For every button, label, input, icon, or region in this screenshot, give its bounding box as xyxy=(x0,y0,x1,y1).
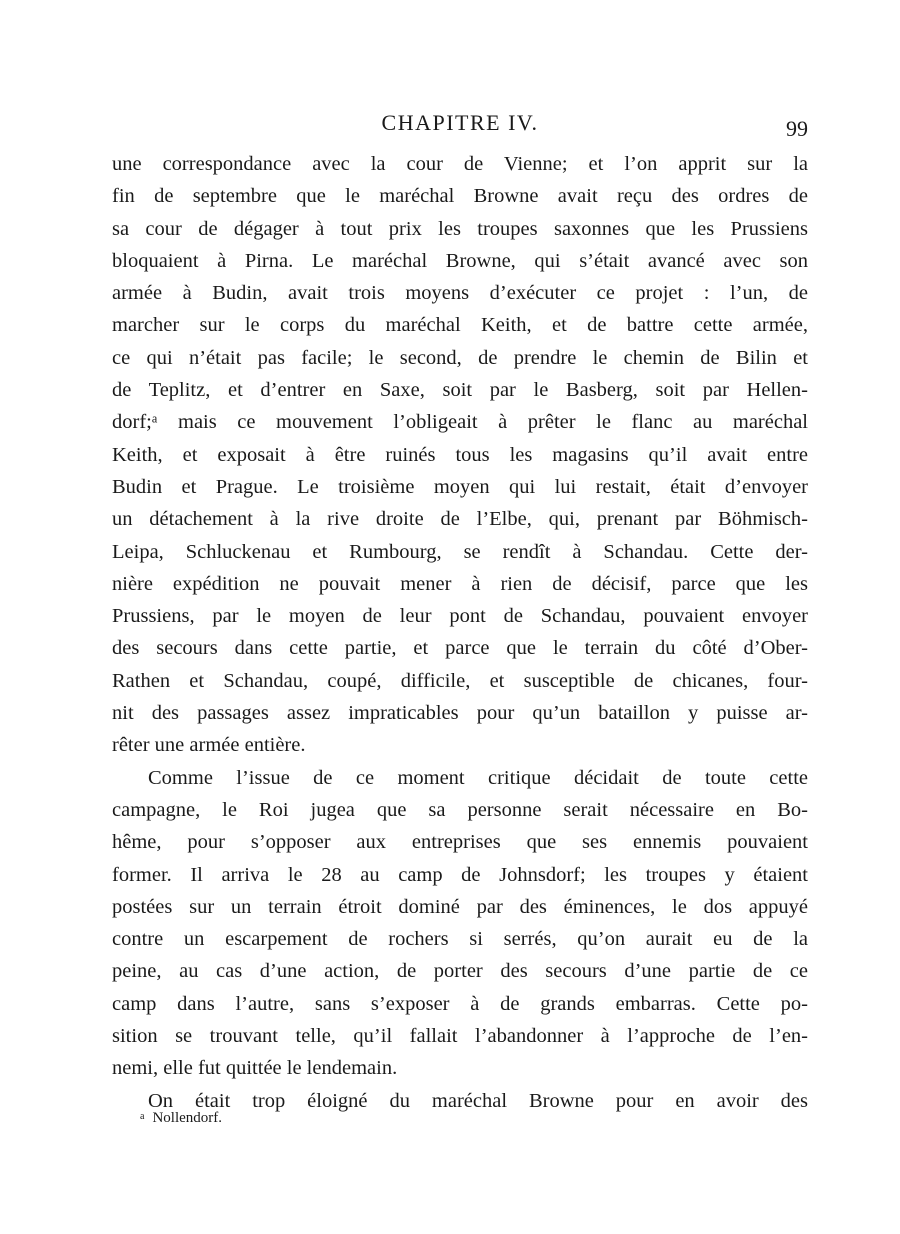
text-line: fin de septembre que le maréchal Browne avait reçu des ordres de xyxy=(112,185,808,208)
text-line: camp dans l’autre, sans s’exposer à de grands embarras. Cette po- xyxy=(112,992,808,1015)
chapter-title: CHAPITRE IV. xyxy=(381,110,539,135)
text-line: Rathen et Schandau, coupé, difficile, et susceptible de chicanes, four- xyxy=(112,669,808,692)
text-line: hême, pour s’opposer aux entreprises que ses ennemis pouvaient xyxy=(112,831,808,854)
text-line: Leipa, Schluckenau et Rumbourg, se rendît à Schandau. Cette der- xyxy=(112,540,808,563)
text-line: des secours dans cette partie, et parce que le terrain du côté d’Ober- xyxy=(112,637,808,660)
text-line: sa cour de dégager à tout prix les troupes saxonnes que les Prussiens xyxy=(112,217,808,240)
text-line: une correspondance avec la cour de Vienne; et l’on apprit sur la xyxy=(112,153,808,175)
body-text xyxy=(112,148,808,1117)
text-line: former. Il arriva le 28 au camp de Johnsdorf; les troupes y étaient xyxy=(112,863,808,886)
text-line: dorf;ᵃ mais ce mouvement l’obligeait à prêter le flanc au maréchal xyxy=(112,411,808,434)
text-line: Budin et Prague. Le troisième moyen qui lui restait, était d’envoyer xyxy=(112,475,808,498)
page-number: 99 xyxy=(786,116,808,141)
text-line: de Teplitz, et d’entrer en Saxe, soit par le Basberg, soit par Hellen- xyxy=(112,379,808,402)
text-line: armée à Budin, avait trois moyens d’exécuter ce projet : l’un, de xyxy=(112,282,808,305)
footnote-text: Nollendorf. xyxy=(152,1110,223,1126)
text-line: sition se trouvant telle, qu’il fallait l’abandonner à l’approche de l’en- xyxy=(112,1025,808,1048)
text-line: rêter une armée entière. xyxy=(112,734,306,757)
text-line: nit des passages assez impraticables pour qu’un bataillon y puisse ar- xyxy=(112,702,808,725)
text-line: nière expédition ne pouvait mener à rien de décisif, parce que les xyxy=(112,572,808,595)
text-line: ce qui n’était pas facile; le second, de prendre le chemin de Bilin et xyxy=(112,346,808,369)
text-line: campagne, le Roi jugea que sa personne serait nécessaire en Bo- xyxy=(112,798,808,821)
text-line: Comme l’issue de ce moment critique décidait de toute cette xyxy=(148,766,808,789)
text-line: Prussiens, par le moyen de leur pont de Schandau, pouvaient envoyer xyxy=(112,605,808,628)
text-line: peine, au cas d’une action, de porter des secours d’une partie de ce xyxy=(112,960,808,983)
text-line: On était trop éloigné du maréchal Browne pour en avoir des xyxy=(148,1089,808,1112)
text-line: nemi, elle fut quittée le lendemain. xyxy=(112,1057,398,1080)
text-line: marcher sur le corps du maréchal Keith, et de battre cette armée, xyxy=(112,314,808,337)
text-line: Keith, et exposait à être ruinés tous les magasins qu’il avait entre xyxy=(112,443,808,466)
text-line: postées sur un terrain étroit dominé par des éminences, le dos appuyé xyxy=(112,895,808,918)
text-line: contre un escarpement de rochers si serrés, qu’on aurait eu de la xyxy=(112,928,808,951)
text-line: un détachement à la rive droite de l’Elbe, qui, prenant par Böhmisch- xyxy=(112,508,808,531)
running-head xyxy=(112,108,808,141)
text-line: bloquaient à Pirna. Le maréchal Browne, qui s’était avancé avec son xyxy=(112,249,808,272)
footnote xyxy=(140,1106,222,1129)
footnote-mark: a xyxy=(140,1111,145,1122)
